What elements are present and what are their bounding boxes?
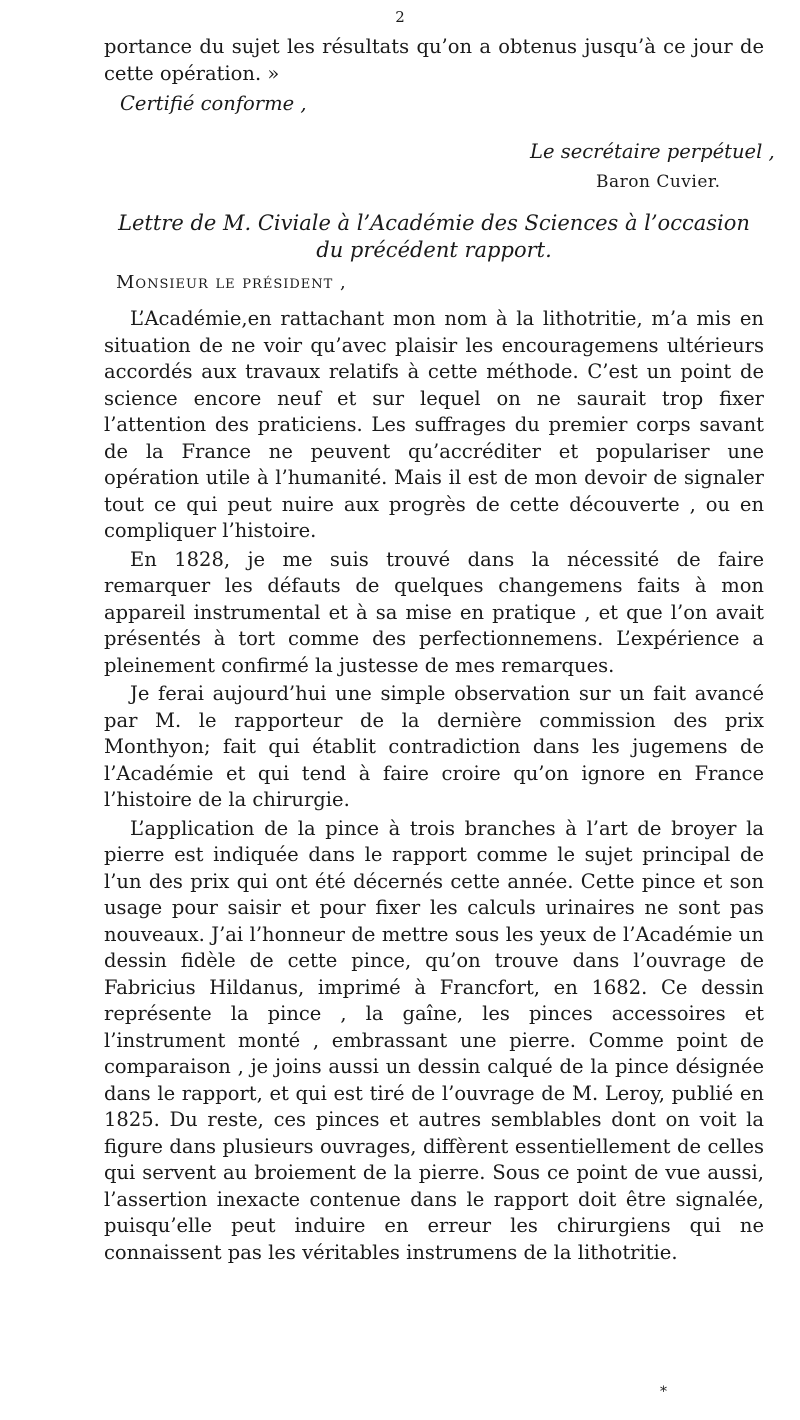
body-paragraph-3: Je ferai aujourd’hui une simple observation sur un fait avancé par M. le rapporteur de la dernière commission des prix Monthyon; fait qui établit contradiction dans les jugemens de l’Académie et qui tend à faire croire qu’on ignore en France l’histoire de la chirurgie. (104, 682, 764, 811)
letter-title: Lettre de M. Civiale à l’Académie des Sciences à l’occasion du précédent rapport. (118, 211, 750, 262)
opening-block (104, 34, 764, 118)
body-paragraph-4: L’application de la pince à trois branches à l’art de broyer la pierre est indiquée dans le rapport comme le sujet principal de l’un des prix qui ont été décernés cette année. Cette pince et son usage pour saisir et pour fixer les calculs urinaires ne sont pas nouveaux. J’ai l’honneur de mettre sous les yeux de l’Académie un dessin fidèle de cette pince, qu’on trouve dans l’ouvrage de Fabricius Hildanus, imprimé à Francfort, en 1682. Ce dessin représente la pince , la gaîne, les pinces accessoires et l’instrument monté , embrassant une pierre. Comme point de comparaison , je joins aussi un dessin calqué de la pince désignée dans le rapport, et qui est tiré de l’ouvrage de M. Leroy, publié en 1825. Du reste, ces pinces et autres semblables dont on voit la figure dans plusieurs ouvrages, diffèrent essentiellement de celles qui servent au broiement de la pierre. Sous ce point de vue aussi, l’assertion inexacte contenue dans le rapport doit être signalée, puisqu’elle peut induire en erreur les chirurgiens qui ne connaissent pas les véritables instrumens de la lithotritie. (104, 816, 764, 1264)
opening-paragraph: portance du sujet les résultats qu’on a obtenus jusqu’à ce jour de cette opération. » (104, 35, 764, 85)
page-number: 2 (395, 8, 405, 26)
footer-mark: * (660, 1384, 667, 1400)
signature-title: Le secrétaire perpétuel , (530, 140, 775, 163)
letter-body (104, 306, 764, 1266)
certified-line: Certifié conforme , (120, 92, 307, 115)
body-paragraph-2: En 1828, je me suis trouvé dans la nécessité de faire remarquer les défauts de quelques changemens faits à mon appareil instrumental et à sa mise en pratique , et que l’on avait présentés à tort comme des perfectionnemens. L’expérience a pleinement confirmé la justesse de mes remarques. (104, 547, 764, 677)
salutation: Monsieur le président , (116, 272, 347, 293)
body-paragraph-1: L’Académie,en rattachant mon nom à la lithotritie, m’a mis en situation de ne voir qu’avec plaisir les encouragemens ultérieurs accordés aux travaux relatifs à cette méthode. C’est un point de science encore neuf et sur lequel on ne saurait trop fixer l’attention des praticiens. Les suffrages du premier corps savant de la France ne peuvent qu’accréditer et populariser une opération utile à l’humanité. Mais il est de mon devoir de signaler tout ce qui peut nuire aux progrès de cette découverte , ou en compliquer l’histoire. (104, 307, 764, 542)
signature-name: Baron Cuvier. (596, 172, 721, 192)
